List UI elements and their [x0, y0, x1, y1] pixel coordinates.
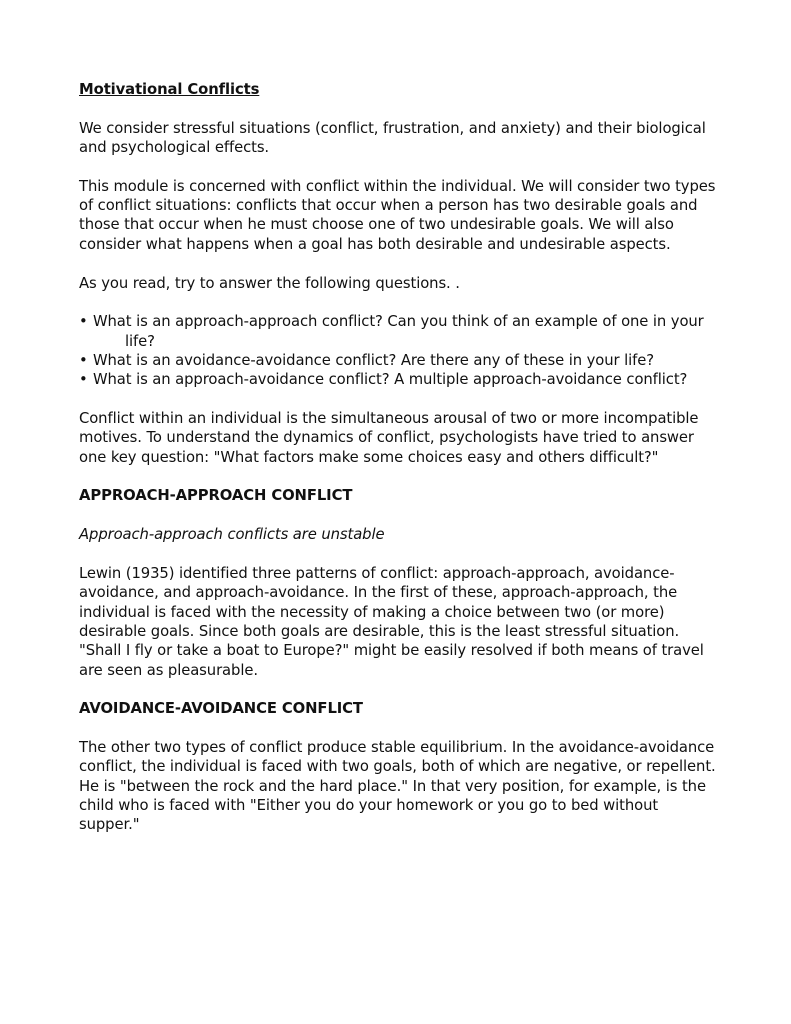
bullet-icon: • [79, 371, 88, 389]
section-heading-approach: APPROACH-APPROACH CONFLICT [79, 487, 353, 505]
bullet-icon: • [79, 313, 88, 331]
intro-paragraph: We consider stressful situations (conflict, frustration, and anxiety) and their biological and psychological effects. [79, 119, 706, 157]
bullet-icon: • [79, 351, 88, 369]
module-paragraph: This module is concerned with conflict within the individual. We will consider two types of conflict situations: conflicts that occur when a person has two desirable goals and those that occur when he must choose one of two undesirable goals. We will also consider what happens when a goal has both desirable and undesirable aspects. [79, 177, 716, 253]
section-subheading-approach: Approach-approach conflicts are unstable [79, 526, 385, 544]
questions-intro: As you read, try to answer the following questions. . [79, 274, 460, 292]
list-item [79, 312, 719, 351]
document-page [79, 80, 719, 835]
list-item [79, 351, 719, 370]
questions-list [79, 312, 719, 389]
section-body-approach: Lewin (1935) identified three patterns of conflict: approach-approach, avoidance-avoidance, and approach-avoidance. In the first of these, approach-approach, the individual is faced with the necessity of making a choice between two (or more) desirable goals. Since both goals are desirable, this is the least stressful situation. "Shall I fly or take a boat to Europe?" might be easily resolved if both means of travel are seen as pleasurable. [79, 565, 704, 679]
list-item [79, 370, 719, 389]
question-text: What is an avoidance-avoidance conflict? Are there any of these in your life? [93, 351, 654, 369]
section-heading-avoidance: AVOIDANCE-AVOIDANCE CONFLICT [79, 700, 363, 718]
question-text: What is an approach-approach conflict? Can you think of an example of one in your life? [93, 313, 704, 350]
question-text: What is an approach-avoidance conflict? A multiple approach-avoidance conflict? [93, 371, 688, 389]
section-body-avoidance: The other two types of conflict produce stable equilibrium. In the avoidance-avoidance conflict, the individual is faced with two goals, both of which are negative, or repellent. He is "between the rock and the hard place." In that very position, for example, is the child who is faced with "Either you do your homework or you go to bed without supper." [79, 739, 716, 834]
conflict-paragraph: Conflict within an individual is the simultaneous arousal of two or more incompatible motives. To understand the dynamics of conflict, psychologists have tried to answer one key question: "What factors make some choices easy and others difficult?" [79, 410, 699, 466]
document-title: Motivational Conflicts [79, 81, 260, 98]
